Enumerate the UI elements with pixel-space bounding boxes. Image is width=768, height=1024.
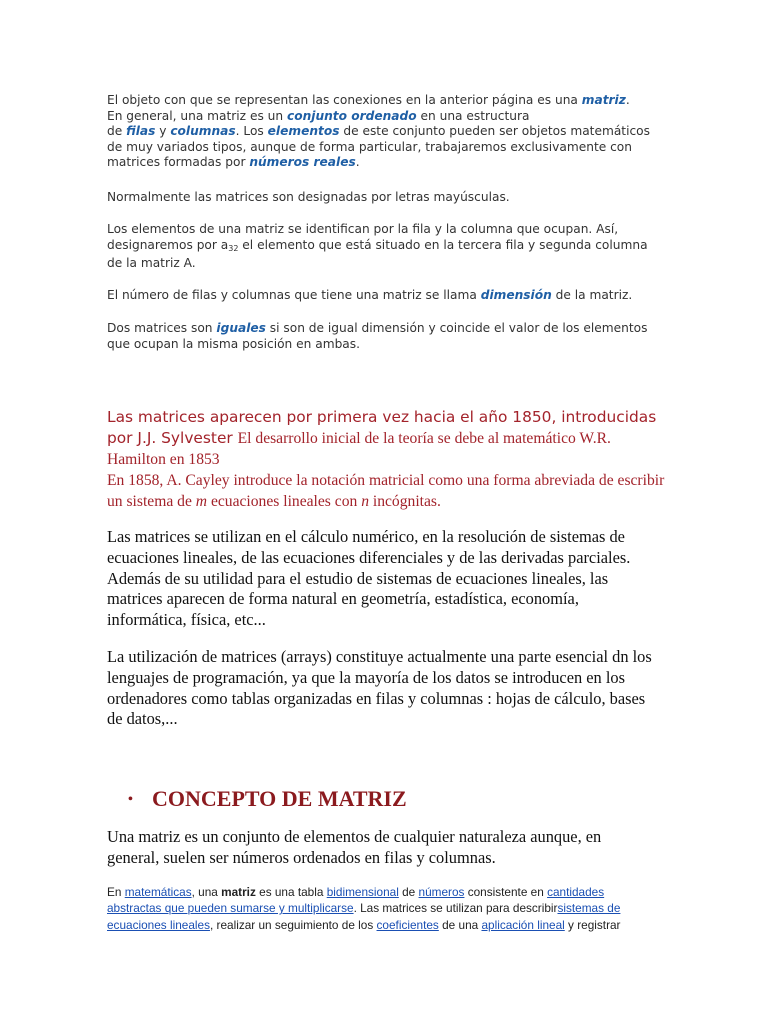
text: , una [191,885,222,899]
paragraph-elementos [107,222,663,272]
text: . [625,93,630,107]
heading-text: CONCEPTO DE MATRIZ [152,786,407,811]
keyword-columnas: columnas [170,124,236,139]
link-bidimensional[interactable]: bidimensional [326,885,399,899]
text: en una estructura [416,108,530,123]
text: En [107,885,125,899]
keyword-matriz: matriz [581,93,626,107]
keyword-iguales: iguales [216,321,266,335]
paragraph-wiki [107,884,659,933]
text: . Los [235,124,268,139]
variable-m: m [195,493,208,510]
variable-n: n [361,493,369,510]
subscript: 32 [228,243,239,253]
text: ecuaciones lineales con [207,493,362,510]
text: Dos matrices son [107,321,217,335]
history-sylvester: Las matrices aparecen por primera vez hacia el año 1850, introducidas por J.J. Sylvester [107,408,657,447]
history-cayley: En 1858, A. Cayley introduce la notación matricial como una forma abreviada de escribir un sistema de [107,472,665,510]
keyword-dimension: dimensión [480,288,552,302]
text: es una tabla [255,885,327,899]
keyword-filas: filas [126,124,156,139]
link-aplicacion-lineal[interactable]: aplicación lineal [481,917,565,932]
text: En general, una matriz es un [107,108,287,123]
paragraph-history [107,407,667,512]
text: consistente en [464,885,548,899]
text: y registrar [564,917,621,932]
bold-matriz: matriz [221,885,256,899]
paragraph-dimension [107,288,663,304]
keyword-elementos: elementos [267,124,340,139]
text: , realizar un seguimiento de los [209,917,377,932]
text: de [107,124,127,139]
text: . Las matrices se utilizan para describir [353,901,558,916]
text: de este conjunto pueden ser objetos matemáticos de muy variados tipos, aunque de forma particular, trabajaremos exclusivamente con matrices formadas por [107,124,650,170]
text: de una [438,917,482,932]
link-matematicas[interactable]: matemáticas [124,885,192,899]
text: El número de filas y columnas que tiene una matriz se llama [107,288,481,302]
link-sistemas-ecuaciones[interactable]: sistemas de ecuaciones lineales [107,901,621,932]
paragraph-definition: Una matriz es un conjunto de elementos de cualquier naturaleza aunque, en general, suelen ser números ordenados en filas y columnas. [107,827,602,867]
keyword-conjunto-ordenado: conjunto ordenado [287,108,417,123]
text: y [155,124,171,139]
text: . [355,155,360,170]
paragraph-mayusculas: Normalmente las matrices son designadas por letras mayúsculas. [107,190,510,204]
bullet-icon: • [128,792,133,807]
paragraph-uses: Las matrices se utilizan en el cálculo numérico, en la resolución de sistemas de ecuaciones lineales, de las ecuaciones diferenciales y de las derivadas parciales. Además de su utilidad para el estudio de sistemas de ecuaciones lineales, las matrices aparecen de forma natural en geometría, estadística, economía, informática, física, etc... [107,527,631,630]
keyword-numeros-reales: números reales [249,155,356,170]
link-coeficientes[interactable]: coeficientes [376,917,439,932]
text: Los elementos de una matriz se identifican por la fila y la columna que ocupan. Así, designaremos por a [107,222,619,252]
paragraph-intro [107,93,663,171]
text: de la matriz. [551,288,633,302]
paragraph-iguales [107,321,663,352]
link-numeros[interactable]: números [418,885,465,899]
history-hamilton: El desarrollo inicial de la teoría se debe al matemático W.R. Hamilton en 1853 [107,430,611,468]
paragraph-arrays: La utilización de matrices (arrays) constituye actualmente una parte esencial dn los lenguajes de programación, ya que la mayoría de los datos se introducen en los ordenadores como tablas organizadas en filas y columnas : hojas de cálculo, bases de datos,... [107,647,652,729]
text: incógnitas. [368,493,441,510]
text: de [398,885,419,899]
text: si son de igual dimensión y coincide el valor de los elementos que ocupan la misma posición en ambas. [107,321,648,351]
section-heading [128,786,407,812]
link-cantidades-abstractas[interactable]: cantidades abstractas que pueden sumarse y multiplicarse [107,885,605,916]
text: El objeto con que se representan las conexiones en la anterior página es una [107,93,582,107]
text: el elemento que está situado en la tercera fila y segunda columna de la matriz A. [107,237,648,271]
